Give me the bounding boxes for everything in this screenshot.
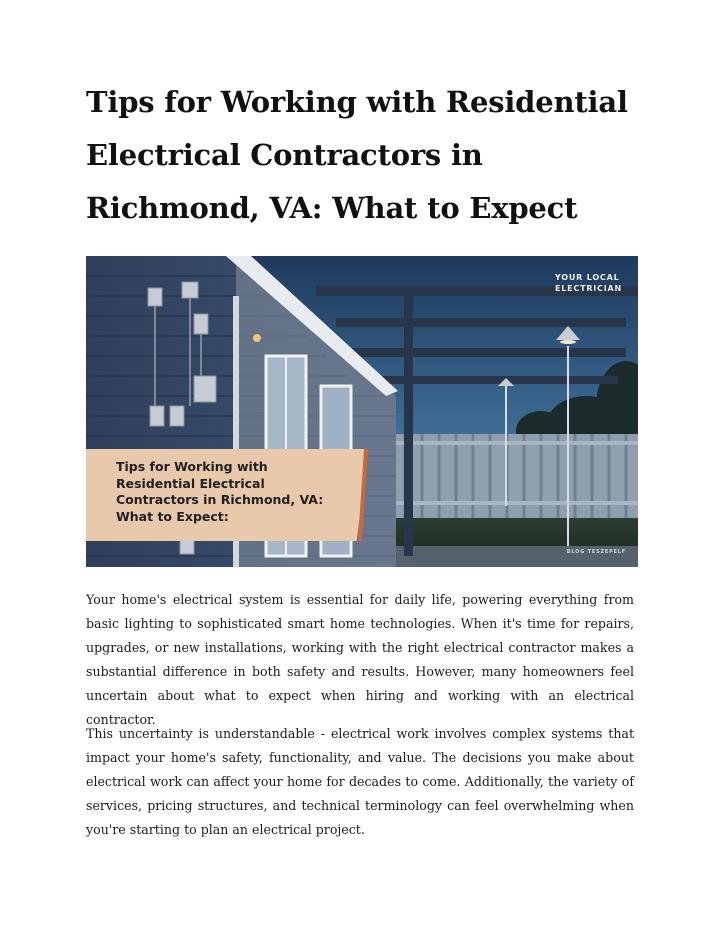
hero-banner-text (116, 459, 356, 525)
banner-line-1: Tips for Working with (116, 459, 268, 474)
article-title: Tips for Working with Residential Electrical Contractors in Richmond, VA: What to Expect (86, 85, 628, 225)
hero-image (86, 256, 638, 567)
brand-line-1: YOUR LOCAL (554, 273, 620, 282)
paragraph-uncertainty: This uncertainty is understandable - electrical work involves complex systems that impact your home's safety, functionality, and value. The decisions you make about electrical work can affect your home for decades to come. Additionally, the variety of services, pricing structures, and technical terminology can feel overwhelming when you're starting to plan an electrical project. (86, 726, 634, 837)
blog-tag: BLOG TESZEPELF (566, 549, 626, 555)
banner-line-4: What to Expect: (116, 508, 229, 524)
banner-line-3: Contractors in Richmond, VA: (116, 492, 324, 507)
brand-line-2: ELECTRICIAN (554, 284, 622, 293)
brand-logo (555, 272, 622, 294)
banner-line-2: Residential Electrical (116, 475, 265, 491)
paragraph-intro: Your home's electrical system is essential for daily life, powering everything from basic lighting to sophisticated smart home technologies. When it's time for repairs, upgrades, or new installations, working with the right electrical contractor makes a substantial difference in both safety and results. However, many homeowners feel uncertain about what to expect when hiring and working with an electrical contractor. (86, 592, 634, 727)
